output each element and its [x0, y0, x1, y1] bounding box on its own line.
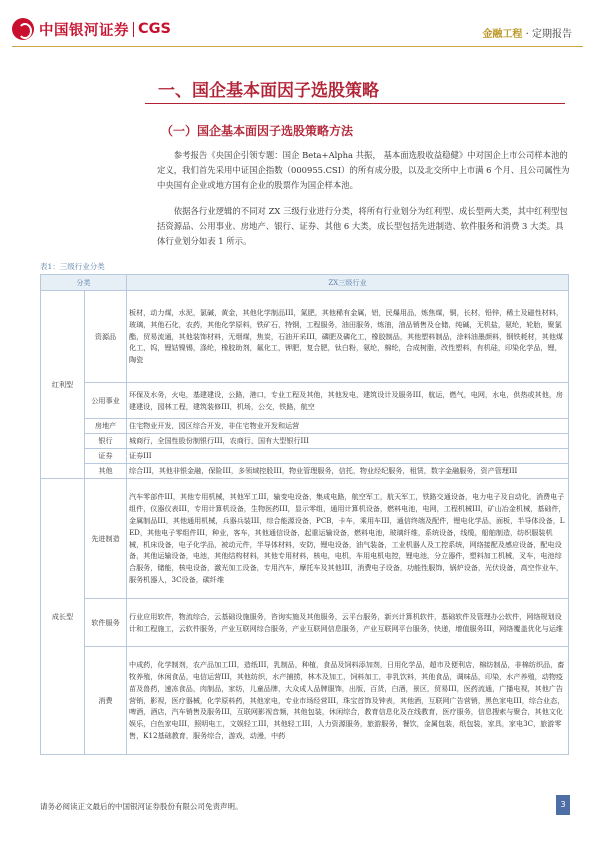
paragraph-1: 参考报告《央国企引领专题：国企 Beta+Alpha 共振， 基本面选股收益稳健》中对国企上市公司样本池的定义，我们首先采用中证国企指数（000955.CSI）的所有成分股，以及北交所中上市满 6 个月、且公司属性为中央国有企业或地方国有企业的股票作为国企样本池。 [157, 150, 570, 190]
cgs-logo [12, 18, 171, 40]
industry-list: 环保及水务，火电，基建建设，公路，港口，专业工程及其他，其他发电，建筑设计及服务III，航运，燃气，电网，水电，供热或其他，房建建设，园林工程，建筑装修III，机场，公交，铁路，航空 [127, 383, 569, 419]
table-row [41, 383, 569, 419]
subcategory-label: 公用事业 [85, 383, 127, 419]
header-category: 分类 [41, 275, 127, 291]
paragraph-2: 依据各行业逻辑的不同对 ZX 三级行业进行分类，将所有行业划分为红利型、成长型两大类，其中红利型包括资源品、公用事业、房地产、银行、证券、其他 6 大类，成长型包括先进制造、软件服务和消费 3 大类。具体行业划分如表 1 所示。 [157, 206, 568, 246]
subcategory-label: 先进制造 [85, 479, 127, 599]
cgs-logo-icon [12, 18, 34, 40]
industry-list: 证券III [127, 449, 569, 464]
logo-en-text: CGS [138, 21, 171, 37]
table-row [41, 291, 569, 383]
industry-list: 住宅物业开发，园区综合开发，非住宅物业开发和运营 [127, 419, 569, 434]
subcategory-label: 证券 [85, 449, 127, 464]
table-row [41, 464, 569, 479]
report-category-label: 金融工程 [482, 29, 523, 40]
table-row [41, 599, 569, 647]
section-title: 一、国企基本面因子选股策略 [158, 81, 379, 101]
industry-list: 汽车零部件III，其他专用机械，其他军工III，输变电设备，集成电路，航空军工，航天军工，铁路交通设备，电力电子及自动化，消费电子组件，仪器仪表III，专用计算机设备，生物医药III，显示零组，通用计算机设备，燃料电池，电网，工程机械III，矿山冶金机械，基础件，金属制品III，其他通用机械，兵器兵装III，综合能源设备，PCB，卡车，乘用车III，通信终端及配件，锂电化学品，面板，半导体设备，LED，其他电子零组件III，种业，客车，其他通信设备，起重运输设备，燃料电池，玻璃纤维，系统设备，线缆，船舶制造，纺织服装机械，机床设备，电子化学品，被动元件，半导体材料，安防，锂电设备，油气装备，工业机器人及工控系统，网络接配及感应设备，配电设备，其他运输设备，电池，其他结构材料，其他专用材料，核电，电机，车用电机电控，锂电池，分立器件，塑料加工机械，叉车，电池综合服务，储能，核电设备，激光加工设备，专用汽车，摩托车及其他III，消费电子设备，功能性服饰，锅炉设备，光伏设备，高空作业车，服务机器人，3C设备，碳纤维 [127, 479, 569, 599]
subcategory-label: 其他 [85, 464, 127, 479]
subcategory-label: 房地产 [85, 419, 127, 434]
report-category [482, 25, 572, 40]
subcategory-label: 银行 [85, 434, 127, 449]
footer-disclaimer: 请务必阅读正文最后的中国银河证券股份有限公司免责声明。 [40, 802, 243, 811]
industry-list: 行业应用软件，物流综合，云基础设施服务，咨询实施及其他服务，云平台服务，新兴计算机软件，基础软件及管理办公软件，网络规划设计和工程施工，云软件服务，产业互联网综合服务，产业互联网信息服务，产业互联网平台服务，快递，增值服务III，网络覆盖优化与运维 [127, 599, 569, 647]
group-label-dividend: 红利型 [41, 291, 85, 479]
industry-list: 中成药，化学制剂，农产品加工III，造纸III，乳制品，种植，食品及饲料添加剂，日用化学品，超市及便利店，棉纺制品，非棉纺织品，畜牧养殖，休闲食品，电信运营III，其他纺织，水产捕捞，林木及加工，饲料加工，非乳饮料，其他食品，调味品，印染，水产养殖，动物疫苗及兽药，速冻食品，肉制品，家纺，儿童品牌，大众成人品牌服饰，出版，百货，白酒，景区，贸易III，医药流通，广播电视，其他广告营销，影视，医疗器械，化学原料药，其他家电，专业市场经营III，珠宝首饰及钟表，其他酒，互联网广告营销，黑色家电III，综合业态，啤酒，酒店，汽车销售及服务III，互联网影视音频，其他包装，休闲综合，教育信息化及在线教育，医疗服务，信息搜索与聚合，其他文化娱乐，白色家电III，照明电工，文娱轻工III，其他轻工III，人力资源服务，旅游服务，餐饮，金属包装，纸包装，家具，家电3C，旅游零售，K12基础教育，服务综合，游戏，动漫，中药 [127, 647, 569, 755]
table-header-row [41, 275, 569, 291]
header-industry: ZX三级行业 [127, 275, 569, 291]
table-row [41, 449, 569, 464]
table-row [41, 419, 569, 434]
table-row [41, 479, 569, 599]
table-caption: 表1：三级行业分类 [40, 262, 105, 271]
subcategory-label: 消费 [85, 647, 127, 755]
table-row [41, 647, 569, 755]
group-label-growth: 成长型 [41, 479, 85, 755]
logo-divider [133, 22, 134, 37]
industry-classification-table [40, 274, 569, 755]
industry-list: 板材，动力煤，水泥，氯碱，黄金，其他化学制品III，氮肥，其他稀有金属，铝，民爆用品，炼焦煤，铜，长材，铅锌，稀土及磁性材料，玻璃，其他石化，农药，其他化学原料，铁矿石，特钢，工程服务，油田服务，炼油，油品销售及仓储，纯碱，无机盐，氨纶，轮胎，聚氯酯，贸易流通，其他装饰材料，无烟煤，焦炭，石油开采III，磷肥及磷化工，橡胶制品，其他塑料制品，涂料油墨颜料，钢铁耗材，其他煤化工，钨，锂钴镍锡，涤纶，橡胶助剂，氟化工，钾肥，复合肥，钛白粉，氨纶，棉纶，合成树脂，改性塑料，有机硅，印染化学品，锂，陶瓷 [127, 291, 569, 383]
subcategory-label: 资源品 [85, 291, 127, 383]
subsection-title: （一）国企基本面因子选股策略方法 [161, 124, 354, 138]
industry-list: 城商行，全国性股份制银行III，农商行，国有大型银行III [127, 434, 569, 449]
section-title-rule [145, 103, 565, 104]
page-header [0, 0, 595, 60]
subcategory-label: 软件服务 [85, 599, 127, 647]
page-number: 3 [556, 795, 570, 815]
table-row [41, 434, 569, 449]
logo-cn-text: 中国银河证券 [39, 22, 129, 39]
report-type-label: 定期报告 [532, 29, 572, 40]
category-separator: · [525, 29, 529, 40]
header-divider [12, 46, 583, 47]
industry-list: 综合III，其他非银金融，保险III，多领域控股III，物业管理服务，信托，物业经纪服务，租赁，数字金融服务，资产管理III [127, 464, 569, 479]
